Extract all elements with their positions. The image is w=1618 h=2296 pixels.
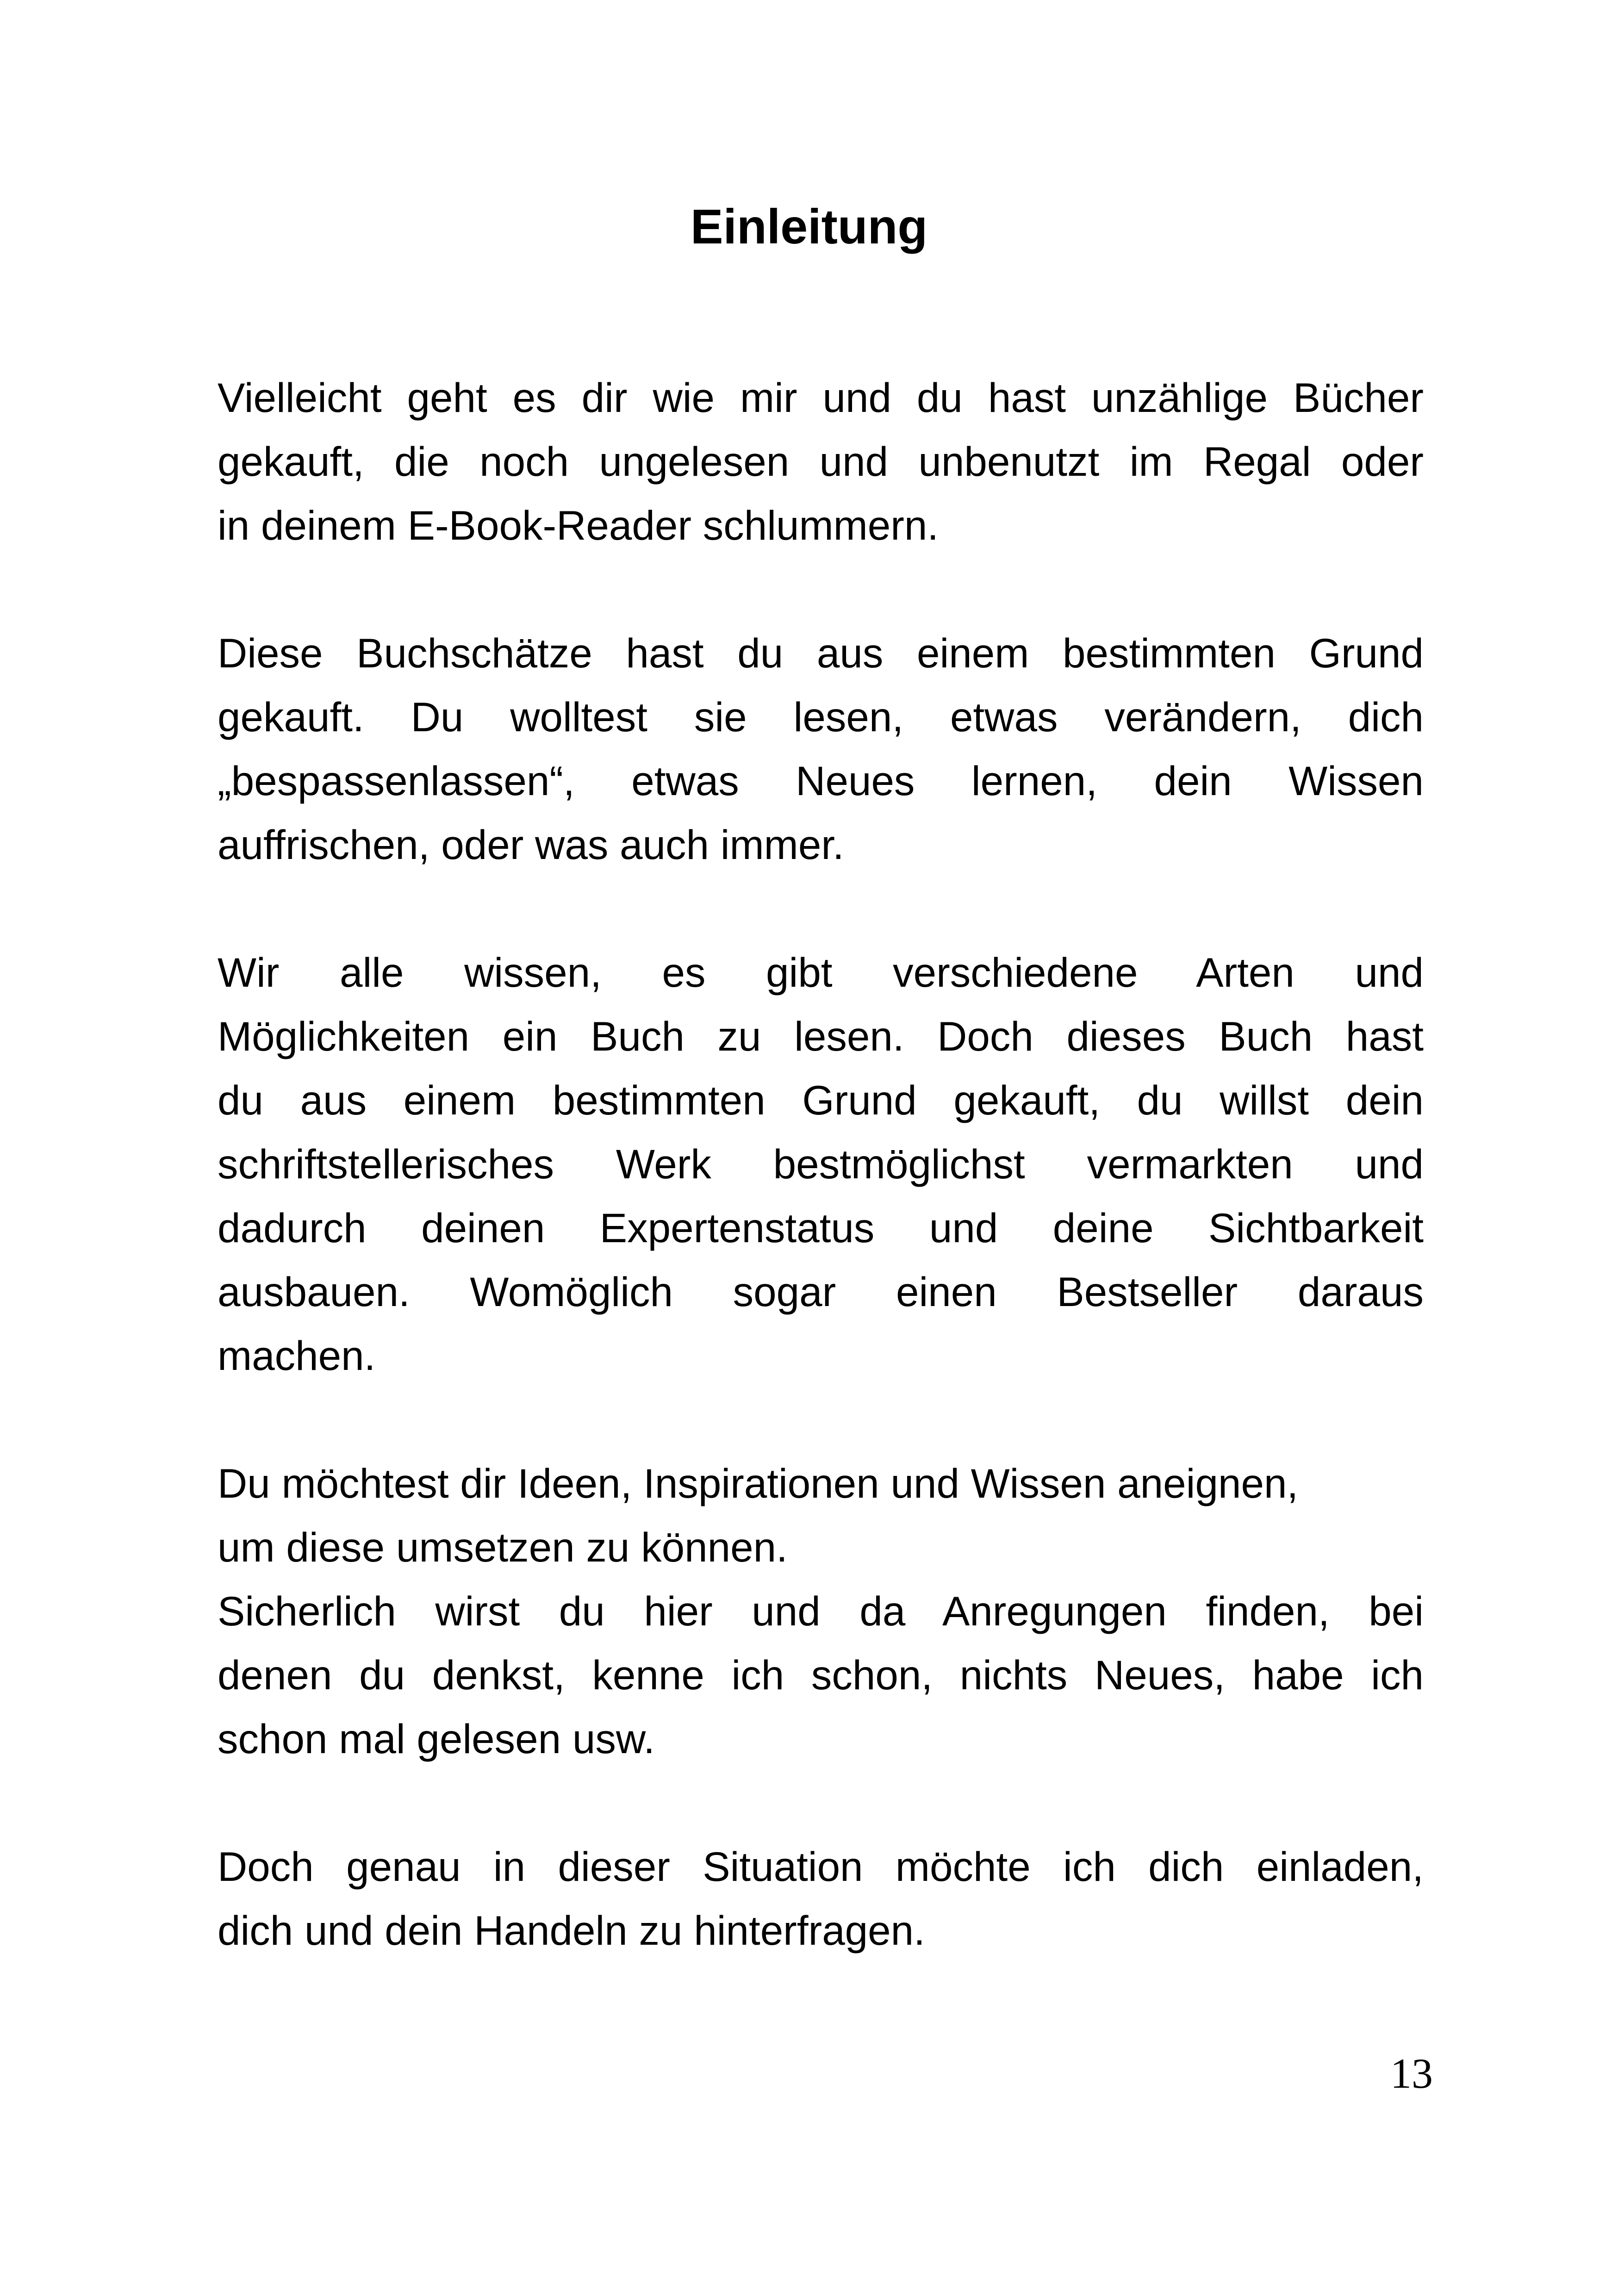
text-line: in deinem E-Book-Reader schlummern. xyxy=(218,502,939,548)
text-line: ausbauen. Womöglich sogar einen Bestseller daraus xyxy=(218,1269,1424,1315)
text-line: Möglichkeiten ein Buch zu lesen. Doch dieses Buch hast xyxy=(218,1013,1424,1059)
paragraph-gap xyxy=(218,557,1424,621)
text-line: denen du denkst, kenne ich schon, nichts Neues, habe ich xyxy=(218,1652,1424,1698)
chapter-heading: Einleitung xyxy=(690,199,928,254)
text-line: gekauft, die noch ungelesen und unbenutzt im Regal oder xyxy=(218,438,1424,485)
paragraph-gap xyxy=(218,1771,1424,1835)
text-line: schriftstellerisches Werk bestmöglichst vermarkten und xyxy=(218,1141,1424,1187)
text-line: Doch genau in dieser Situation möchte ich dich einladen, xyxy=(218,1843,1424,1890)
text-line: du aus einem bestimmten Grund gekauft, du willst dein xyxy=(218,1077,1424,1123)
text-line: Sicherlich wirst du hier und da Anregungen finden, bei xyxy=(218,1588,1424,1634)
text-line: gekauft. Du wolltest sie lesen, etwas verändern, dich xyxy=(218,694,1424,740)
text-line: „bespassenlassen“, etwas Neues lernen, dein Wissen xyxy=(218,758,1424,804)
paragraph-gap xyxy=(218,1388,1424,1451)
text-line: auffrischen, oder was auch immer. xyxy=(218,821,844,868)
text-line: dadurch deinen Expertenstatus und deine Sichtbarkeit xyxy=(218,1205,1424,1251)
text-line: dich und dein Handeln zu hinterfragen. xyxy=(218,1907,925,1954)
body-text xyxy=(218,366,1424,1962)
paragraph-gap xyxy=(218,877,1424,940)
paragraph-1 xyxy=(218,366,1424,557)
text-line: machen. xyxy=(218,1332,376,1379)
paragraph-3 xyxy=(218,940,1424,1388)
paragraph-4 xyxy=(218,1451,1424,1579)
paragraph-2 xyxy=(218,621,1424,877)
text-line: schon mal gelesen usw. xyxy=(218,1716,655,1762)
paragraph-6 xyxy=(218,1835,1424,1962)
page-number: 13 xyxy=(1390,2050,1433,2097)
text-line: Diese Buchschätze hast du aus einem bestimmten Grund xyxy=(218,630,1424,676)
text-line: Vielleicht geht es dir wie mir und du hast unzählige Bücher xyxy=(218,374,1424,421)
text-line: Du möchtest dir Ideen, Inspirationen und Wissen aneignen, xyxy=(218,1460,1299,1506)
text-line: Wir alle wissen, es gibt verschiedene Arten und xyxy=(218,949,1424,996)
text-line: um diese umsetzen zu können. xyxy=(218,1524,788,1570)
paragraph-5 xyxy=(218,1579,1424,1771)
